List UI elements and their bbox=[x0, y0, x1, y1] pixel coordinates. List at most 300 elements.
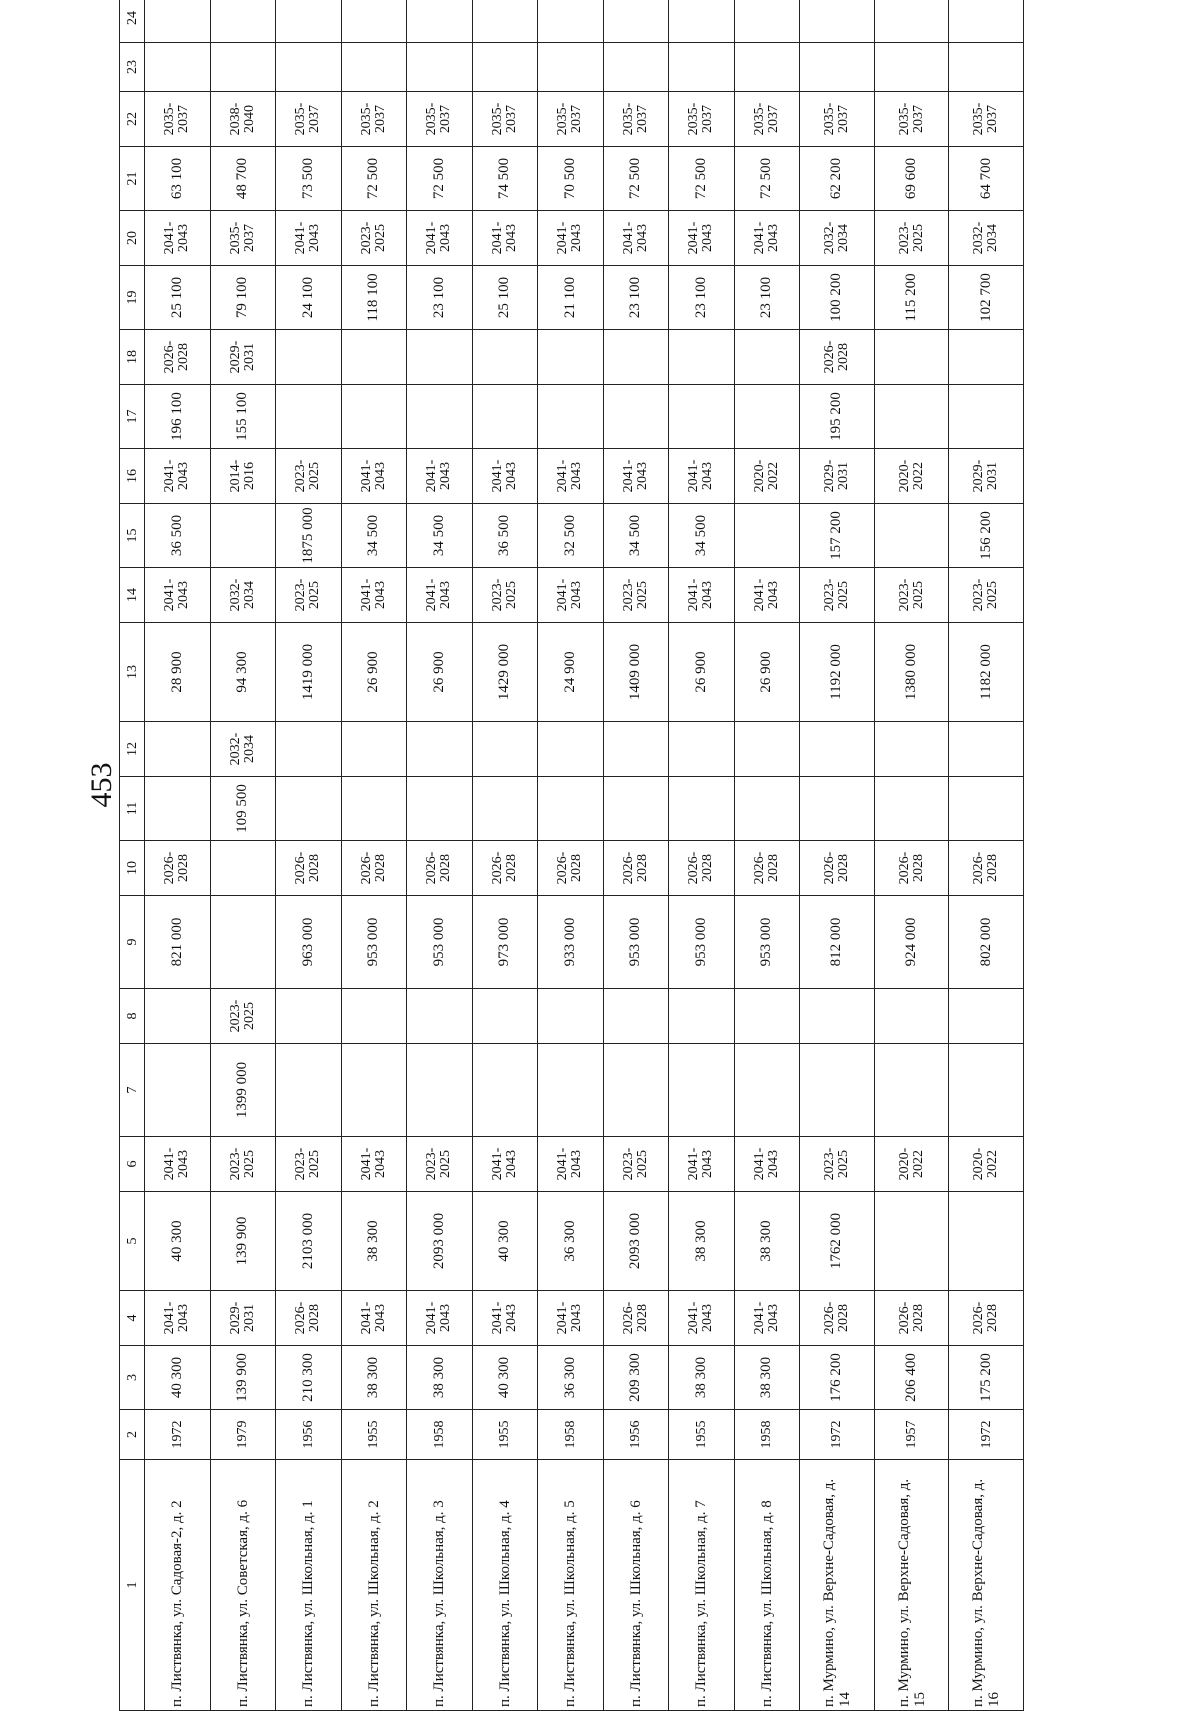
column-header: 11 bbox=[120, 777, 145, 841]
table-cell bbox=[341, 722, 407, 777]
table-cell: 118 100 bbox=[341, 266, 407, 330]
table-cell: 2041-2043 bbox=[145, 568, 211, 623]
table-cell bbox=[874, 1192, 949, 1291]
table-cell: 72 500 bbox=[341, 147, 407, 211]
table-cell: 26 900 bbox=[734, 623, 800, 722]
table-cell bbox=[145, 1044, 211, 1137]
table-cell: 2041-2043 bbox=[276, 211, 342, 266]
table-cell: 23 100 bbox=[734, 266, 800, 330]
table-cell: 953 000 bbox=[603, 896, 669, 989]
table-cell bbox=[949, 777, 1024, 841]
table-cell: 62 200 bbox=[800, 147, 875, 211]
table-cell: 24 100 bbox=[276, 266, 342, 330]
table-cell: 963 000 bbox=[276, 896, 342, 989]
address-cell: п. Мурмино, ул. Верхне-Садовая, д. 14 bbox=[800, 1460, 875, 1711]
table-row bbox=[734, 0, 800, 1711]
table-cell: 23 100 bbox=[669, 266, 735, 330]
table-cell: 72 500 bbox=[407, 147, 473, 211]
table-cell: 176 200 bbox=[800, 1346, 875, 1410]
table-cell: 1972 bbox=[800, 1410, 875, 1460]
table-cell: 2026-2028 bbox=[874, 1291, 949, 1346]
address-cell: п. Листвянка, ул. Школьная, д. 5 bbox=[538, 1460, 604, 1711]
table-cell: 139 900 bbox=[210, 1192, 276, 1291]
table-cell: 1979 bbox=[210, 1410, 276, 1460]
column-header: 18 bbox=[120, 330, 145, 385]
table-cell: 40 300 bbox=[472, 1346, 538, 1410]
table-cell: 2041-2043 bbox=[669, 1137, 735, 1192]
table-cell: 2041-2043 bbox=[669, 449, 735, 504]
table-cell: 2041-2043 bbox=[734, 1291, 800, 1346]
table-cell: 2035-2037 bbox=[800, 92, 875, 147]
table-cell bbox=[341, 989, 407, 1044]
table-cell bbox=[145, 43, 211, 92]
address-cell: п. Листвянка, ул. Школьная, д. 1 bbox=[276, 1460, 342, 1711]
table-cell: 26 900 bbox=[407, 623, 473, 722]
table-cell: 1875 000 bbox=[276, 504, 342, 568]
table-cell: 36 300 bbox=[538, 1346, 604, 1410]
column-header: 16 bbox=[120, 449, 145, 504]
table-cell bbox=[472, 0, 538, 43]
table-cell bbox=[210, 896, 276, 989]
table-cell: 2093 000 bbox=[407, 1192, 473, 1291]
table-cell: 2035-2037 bbox=[949, 92, 1024, 147]
table-cell bbox=[949, 43, 1024, 92]
table-cell: 2038-2040 bbox=[210, 92, 276, 147]
table-cell: 38 300 bbox=[341, 1346, 407, 1410]
table-cell: 2041-2043 bbox=[145, 211, 211, 266]
table-cell: 2032-2034 bbox=[210, 722, 276, 777]
table-cell bbox=[472, 722, 538, 777]
table-cell bbox=[276, 385, 342, 449]
table-cell: 2035-2037 bbox=[472, 92, 538, 147]
table-cell bbox=[145, 989, 211, 1044]
table-cell: 2035-2037 bbox=[874, 92, 949, 147]
table-cell: 38 300 bbox=[341, 1192, 407, 1291]
table-cell bbox=[472, 330, 538, 385]
column-header: 23 bbox=[120, 43, 145, 92]
column-header: 17 bbox=[120, 385, 145, 449]
table-cell: 2041-2043 bbox=[538, 1137, 604, 1192]
table-cell: 34 500 bbox=[669, 504, 735, 568]
table-cell: 1955 bbox=[341, 1410, 407, 1460]
table-cell: 1955 bbox=[669, 1410, 735, 1460]
table-cell: 2020-2022 bbox=[874, 1137, 949, 1192]
table-cell: 115 200 bbox=[874, 266, 949, 330]
table-cell: 2026-2028 bbox=[669, 841, 735, 896]
table-cell: 1958 bbox=[538, 1410, 604, 1460]
table-cell: 2026-2028 bbox=[949, 841, 1024, 896]
column-header: 1 bbox=[120, 1460, 145, 1711]
column-header: 14 bbox=[120, 568, 145, 623]
table-cell: 2041-2043 bbox=[669, 1291, 735, 1346]
table-cell: 2041-2043 bbox=[145, 1137, 211, 1192]
table-cell: 206 400 bbox=[874, 1346, 949, 1410]
column-header: 10 bbox=[120, 841, 145, 896]
table-cell: 2026-2028 bbox=[538, 841, 604, 896]
table-cell: 2029-2031 bbox=[210, 330, 276, 385]
table-cell bbox=[669, 43, 735, 92]
table-cell: 74 500 bbox=[472, 147, 538, 211]
table-cell bbox=[210, 841, 276, 896]
table-row bbox=[949, 0, 1024, 1711]
table-cell: 2035-2037 bbox=[145, 92, 211, 147]
column-header: 5 bbox=[120, 1192, 145, 1291]
table-cell bbox=[734, 989, 800, 1044]
table-cell bbox=[669, 330, 735, 385]
table-cell: 38 300 bbox=[734, 1192, 800, 1291]
table-cell: 2020-2022 bbox=[734, 449, 800, 504]
table-cell bbox=[949, 989, 1024, 1044]
table-cell: 2041-2043 bbox=[407, 1291, 473, 1346]
table-cell: 2041-2043 bbox=[538, 568, 604, 623]
table-cell: 2023-2025 bbox=[472, 568, 538, 623]
table-cell: 2026-2028 bbox=[341, 841, 407, 896]
table-cell bbox=[949, 0, 1024, 43]
table-cell bbox=[603, 330, 669, 385]
table-cell bbox=[341, 777, 407, 841]
table-cell: 1957 bbox=[874, 1410, 949, 1460]
table-cell bbox=[874, 504, 949, 568]
table-cell: 2026-2028 bbox=[874, 841, 949, 896]
table-cell bbox=[276, 43, 342, 92]
table-cell bbox=[949, 385, 1024, 449]
table-cell: 953 000 bbox=[734, 896, 800, 989]
table-container bbox=[119, 11, 1024, 1711]
table-cell: 72 500 bbox=[603, 147, 669, 211]
table-cell: 2041-2043 bbox=[734, 568, 800, 623]
table-cell bbox=[669, 722, 735, 777]
table-cell bbox=[341, 43, 407, 92]
column-header: 4 bbox=[120, 1291, 145, 1346]
table-cell bbox=[603, 1044, 669, 1137]
column-header: 6 bbox=[120, 1137, 145, 1192]
table-cell bbox=[210, 0, 276, 43]
table-cell: 94 300 bbox=[210, 623, 276, 722]
table-cell bbox=[276, 1044, 342, 1137]
table-cell bbox=[734, 385, 800, 449]
table-cell: 2023-2025 bbox=[210, 989, 276, 1044]
page-number: 453 bbox=[85, 762, 118, 808]
header-row bbox=[120, 0, 145, 1711]
table-cell: 1182 000 bbox=[949, 623, 1024, 722]
table-cell bbox=[874, 330, 949, 385]
table-cell: 2041-2043 bbox=[472, 449, 538, 504]
table-cell: 2023-2025 bbox=[800, 1137, 875, 1192]
table-row bbox=[874, 0, 949, 1711]
table-cell bbox=[669, 385, 735, 449]
table-cell: 2035-2037 bbox=[276, 92, 342, 147]
table-cell: 2041-2043 bbox=[407, 449, 473, 504]
table-cell: 2041-2043 bbox=[472, 1137, 538, 1192]
address-cell: п. Мурмино, ул. Верхне-Садовая, д. 15 bbox=[874, 1460, 949, 1711]
table-cell: 209 300 bbox=[603, 1346, 669, 1410]
table-cell bbox=[800, 1044, 875, 1137]
table-cell: 2032-2034 bbox=[210, 568, 276, 623]
column-header: 24 bbox=[120, 0, 145, 43]
table-cell: 2026-2028 bbox=[276, 841, 342, 896]
table-cell: 64 700 bbox=[949, 147, 1024, 211]
column-header: 8 bbox=[120, 989, 145, 1044]
table-cell: 24 900 bbox=[538, 623, 604, 722]
table-cell bbox=[276, 0, 342, 43]
table-cell bbox=[407, 777, 473, 841]
table-cell bbox=[734, 0, 800, 43]
table-cell bbox=[874, 385, 949, 449]
table-cell bbox=[407, 722, 473, 777]
table-cell: 34 500 bbox=[603, 504, 669, 568]
table-cell bbox=[734, 777, 800, 841]
table-cell: 2035-2037 bbox=[538, 92, 604, 147]
table-cell bbox=[874, 43, 949, 92]
table-cell: 72 500 bbox=[734, 147, 800, 211]
table-cell bbox=[669, 1044, 735, 1137]
table-cell: 36 500 bbox=[472, 504, 538, 568]
table-cell: 2023-2025 bbox=[276, 568, 342, 623]
table-cell: 2026-2028 bbox=[603, 841, 669, 896]
table-cell: 1958 bbox=[407, 1410, 473, 1460]
table-cell: 38 300 bbox=[669, 1192, 735, 1291]
table-cell: 36 300 bbox=[538, 1192, 604, 1291]
table-cell: 2023-2025 bbox=[407, 1137, 473, 1192]
table-cell: 2041-2043 bbox=[341, 1291, 407, 1346]
table-cell: 1429 000 bbox=[472, 623, 538, 722]
table-cell bbox=[800, 777, 875, 841]
table-cell: 2029-2031 bbox=[210, 1291, 276, 1346]
address-cell: п. Листвянка, ул. Школьная, д. 8 bbox=[734, 1460, 800, 1711]
table-cell: 2014-2016 bbox=[210, 449, 276, 504]
table-cell: 2041-2043 bbox=[341, 1137, 407, 1192]
table-cell: 2041-2043 bbox=[145, 449, 211, 504]
table-cell: 2023-2025 bbox=[874, 568, 949, 623]
table-cell: 2029-2031 bbox=[949, 449, 1024, 504]
table-cell: 924 000 bbox=[874, 896, 949, 989]
table-cell bbox=[538, 989, 604, 1044]
table-cell: 25 100 bbox=[472, 266, 538, 330]
table-cell bbox=[874, 777, 949, 841]
table-cell: 2026-2028 bbox=[276, 1291, 342, 1346]
table-cell bbox=[407, 989, 473, 1044]
table-cell: 2041-2043 bbox=[669, 211, 735, 266]
table-row bbox=[210, 0, 276, 1711]
table-cell bbox=[341, 1044, 407, 1137]
table-cell: 2041-2043 bbox=[472, 211, 538, 266]
table-cell: 38 300 bbox=[407, 1346, 473, 1410]
table-cell: 63 100 bbox=[145, 147, 211, 211]
table-cell bbox=[472, 777, 538, 841]
table-cell bbox=[276, 989, 342, 1044]
table-cell: 821 000 bbox=[145, 896, 211, 989]
table-cell: 32 500 bbox=[538, 504, 604, 568]
table-cell bbox=[538, 330, 604, 385]
table-cell: 210 300 bbox=[276, 1346, 342, 1410]
table-cell: 1399 000 bbox=[210, 1044, 276, 1137]
table-cell: 2041-2043 bbox=[734, 1137, 800, 1192]
table-cell: 34 500 bbox=[407, 504, 473, 568]
table-cell: 2023-2025 bbox=[276, 449, 342, 504]
table-cell: 1380 000 bbox=[874, 623, 949, 722]
table-row bbox=[538, 0, 604, 1711]
table-cell bbox=[276, 722, 342, 777]
table-cell: 953 000 bbox=[341, 896, 407, 989]
table-cell: 102 700 bbox=[949, 266, 1024, 330]
table-cell: 2026-2028 bbox=[949, 1291, 1024, 1346]
address-cell: п. Листвянка, ул. Школьная, д. 7 bbox=[669, 1460, 735, 1711]
table-cell: 2020-2022 bbox=[874, 449, 949, 504]
table-cell bbox=[472, 989, 538, 1044]
table-cell: 2026-2028 bbox=[800, 1291, 875, 1346]
table-cell bbox=[472, 385, 538, 449]
table-cell: 2026-2028 bbox=[145, 330, 211, 385]
table-cell bbox=[407, 43, 473, 92]
table-cell: 69 600 bbox=[874, 147, 949, 211]
table-cell bbox=[669, 0, 735, 43]
table-cell: 2026-2028 bbox=[472, 841, 538, 896]
table-cell bbox=[669, 989, 735, 1044]
table-cell: 2029-2031 bbox=[800, 449, 875, 504]
table-cell: 2026-2028 bbox=[603, 1291, 669, 1346]
table-cell bbox=[407, 330, 473, 385]
table-cell bbox=[949, 330, 1024, 385]
table-cell bbox=[800, 989, 875, 1044]
table-cell: 2023-2025 bbox=[800, 568, 875, 623]
table-cell bbox=[210, 504, 276, 568]
table-cell: 2023-2025 bbox=[210, 1137, 276, 1192]
table-cell bbox=[407, 0, 473, 43]
column-header: 7 bbox=[120, 1044, 145, 1137]
table-cell: 2041-2043 bbox=[538, 1291, 604, 1346]
table-cell: 812 000 bbox=[800, 896, 875, 989]
table-cell bbox=[341, 330, 407, 385]
table-cell: 157 200 bbox=[800, 504, 875, 568]
table-cell bbox=[276, 777, 342, 841]
table-cell bbox=[538, 722, 604, 777]
table-row bbox=[603, 0, 669, 1711]
table-cell: 2093 000 bbox=[603, 1192, 669, 1291]
table-cell: 2023-2025 bbox=[603, 568, 669, 623]
table-cell: 2041-2043 bbox=[669, 568, 735, 623]
table-cell: 2035-2037 bbox=[407, 92, 473, 147]
table-cell: 73 500 bbox=[276, 147, 342, 211]
table-cell bbox=[874, 722, 949, 777]
table-cell: 2023-2025 bbox=[949, 568, 1024, 623]
table-cell: 2023-2025 bbox=[276, 1137, 342, 1192]
table-cell: 1958 bbox=[734, 1410, 800, 1460]
table-cell: 2041-2043 bbox=[407, 568, 473, 623]
table-cell bbox=[603, 385, 669, 449]
table-cell: 21 100 bbox=[538, 266, 604, 330]
column-header: 13 bbox=[120, 623, 145, 722]
table-cell: 953 000 bbox=[407, 896, 473, 989]
table-cell bbox=[603, 43, 669, 92]
table-cell: 2032-2034 bbox=[800, 211, 875, 266]
table-cell bbox=[341, 385, 407, 449]
table-cell: 100 200 bbox=[800, 266, 875, 330]
table-cell: 23 100 bbox=[603, 266, 669, 330]
table-cell: 2041-2043 bbox=[734, 211, 800, 266]
table-cell: 2103 000 bbox=[276, 1192, 342, 1291]
table-cell: 79 100 bbox=[210, 266, 276, 330]
table-cell bbox=[145, 777, 211, 841]
table-cell bbox=[874, 0, 949, 43]
table-cell: 155 100 bbox=[210, 385, 276, 449]
address-cell: п. Листвянка, ул. Школьная, д. 3 bbox=[407, 1460, 473, 1711]
table-cell: 1972 bbox=[145, 1410, 211, 1460]
table-cell: 25 100 bbox=[145, 266, 211, 330]
column-header: 2 bbox=[120, 1410, 145, 1460]
table-row bbox=[407, 0, 473, 1711]
address-cell: п. Листвянка, ул. Школьная, д. 4 bbox=[472, 1460, 538, 1711]
table-cell: 2035-2037 bbox=[603, 92, 669, 147]
table-cell: 2023-2025 bbox=[603, 1137, 669, 1192]
column-header: 9 bbox=[120, 896, 145, 989]
table-cell: 973 000 bbox=[472, 896, 538, 989]
table-cell bbox=[949, 722, 1024, 777]
table-cell: 933 000 bbox=[538, 896, 604, 989]
table-cell bbox=[734, 722, 800, 777]
table-cell bbox=[669, 777, 735, 841]
table-row bbox=[145, 0, 211, 1711]
table-cell bbox=[145, 0, 211, 43]
table-cell bbox=[734, 330, 800, 385]
table-cell: 40 300 bbox=[145, 1346, 211, 1410]
address-cell: п. Листвянка, ул. Школьная, д. 2 bbox=[341, 1460, 407, 1711]
table-cell bbox=[472, 1044, 538, 1137]
table-row bbox=[800, 0, 875, 1711]
table-row bbox=[669, 0, 735, 1711]
table-cell: 28 900 bbox=[145, 623, 211, 722]
table-cell: 1972 bbox=[949, 1410, 1024, 1460]
table-cell: 2041-2043 bbox=[538, 211, 604, 266]
table-cell: 38 300 bbox=[734, 1346, 800, 1410]
table-cell: 70 500 bbox=[538, 147, 604, 211]
table-cell bbox=[538, 43, 604, 92]
table-cell: 2032-2034 bbox=[949, 211, 1024, 266]
address-cell: п. Мурмино, ул. Верхне-Садовая, д. 16 bbox=[949, 1460, 1024, 1711]
address-cell: п. Листвянка, ул. Советская, д. 6 bbox=[210, 1460, 276, 1711]
column-header: 12 bbox=[120, 722, 145, 777]
table-cell: 109 500 bbox=[210, 777, 276, 841]
table-cell: 26 900 bbox=[341, 623, 407, 722]
table-cell bbox=[472, 43, 538, 92]
table-cell: 2035-2037 bbox=[669, 92, 735, 147]
table-cell bbox=[734, 43, 800, 92]
table-cell: 26 900 bbox=[669, 623, 735, 722]
table-cell: 2026-2028 bbox=[145, 841, 211, 896]
table-cell bbox=[949, 1044, 1024, 1137]
table-cell bbox=[407, 1044, 473, 1137]
table-cell: 23 100 bbox=[407, 266, 473, 330]
table-cell bbox=[145, 722, 211, 777]
table-row bbox=[341, 0, 407, 1711]
address-cell: п. Листвянка, ул. Садовая-2, д. 2 bbox=[145, 1460, 211, 1711]
table-cell bbox=[538, 777, 604, 841]
table-cell: 196 100 bbox=[145, 385, 211, 449]
table-cell: 1419 000 bbox=[276, 623, 342, 722]
column-header: 21 bbox=[120, 147, 145, 211]
table-cell: 40 300 bbox=[145, 1192, 211, 1291]
table-cell bbox=[874, 989, 949, 1044]
column-header: 20 bbox=[120, 211, 145, 266]
table-cell bbox=[734, 504, 800, 568]
table-cell bbox=[210, 43, 276, 92]
table-cell: 34 500 bbox=[341, 504, 407, 568]
table-cell: 2041-2043 bbox=[407, 211, 473, 266]
table-cell bbox=[276, 330, 342, 385]
table-cell: 175 200 bbox=[949, 1346, 1024, 1410]
table-cell: 72 500 bbox=[669, 147, 735, 211]
table-cell bbox=[538, 0, 604, 43]
table-cell: 2041-2043 bbox=[472, 1291, 538, 1346]
